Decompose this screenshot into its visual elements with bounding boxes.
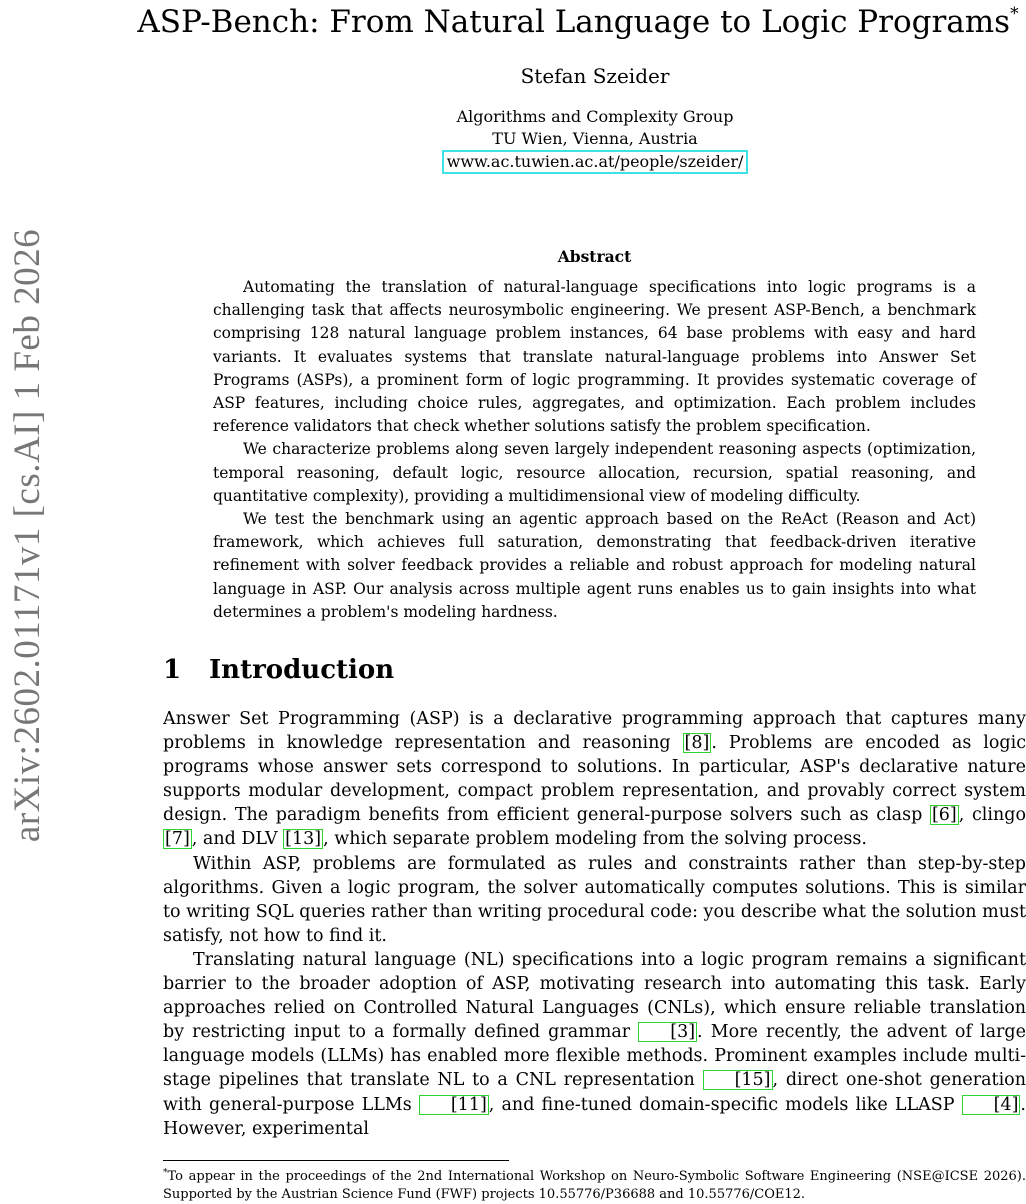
abstract-paragraph: Automating the translation of natural-language specifications into logic programs is a challenging task that affects neurosymbolic engineering. We present ASP-Bench, a benchmark comprising 128 natural language problem instances, 64 base problems with easy and hard variants. It evaluates systems that translate natural-language problems into Answer Set Programs (ASPs), a prominent form of logic programming. It provides systematic coverage of ASP features, including choice rules, aggregates, and optimization. Each problem includes reference validators that check whether solutions satisfy the problem specification. bbox=[213, 278, 976, 436]
intro-text: . However, experimental bbox=[163, 1094, 1026, 1139]
citation-link[interactable]: [3] bbox=[638, 1022, 697, 1042]
affiliation-institution: TU Wien, Vienna, Austria bbox=[492, 129, 698, 148]
abstract-heading: Abstract bbox=[557, 247, 632, 266]
affiliation-group: Algorithms and Complexity Group bbox=[456, 107, 734, 126]
intro-text: . More recently, the advent of large language models (LLMs) has enabled more flexible methods. Prominent examples include multi-stage pipelines that translate NL to a CNL representation bbox=[163, 1022, 1026, 1091]
intro-paragraph: Within ASP, problems are formulated as rules and constraints rather than step-by-step algorithms. Given a logic program, the solver automatically computes solutions. This is similar to writing SQL queries rather than writing procedural code: you describe what the solution must satisfy, not how to find it. bbox=[163, 853, 1026, 946]
intro-text: Translating natural language (NL) specifications into a logic program remains a significant barrier to the broader adoption of ASP, motivating research into automating this task. Early approaches relied on Controlled Natural Languages (CNLs), which ensure reliable translation by restricting input to a formally defined grammar bbox=[163, 949, 1026, 1043]
introduction-body bbox=[163, 707, 1026, 1141]
intro-paragraph bbox=[163, 707, 1026, 852]
intro-paragraph bbox=[163, 948, 1026, 1141]
citation-link[interactable]: [15] bbox=[703, 1070, 773, 1090]
section-title: Introduction bbox=[209, 655, 395, 685]
affiliation-block bbox=[400, 106, 790, 174]
citation-link[interactable]: [13] bbox=[285, 829, 322, 850]
abstract-body bbox=[213, 276, 976, 624]
intro-text: , direct one-shot generation with general-purpose LLMs bbox=[163, 1070, 1026, 1115]
citation-link[interactable]: [6] bbox=[931, 805, 957, 826]
footnote bbox=[163, 1164, 1026, 1204]
intro-text: . Problems are encoded as logic programs whose answer sets correspond to solutions. In particular, ASP's declarative nature supports modular development, compact problem representation, and provably correct system design. The paradigm benefits from efficient general-purpose solvers such as clasp bbox=[163, 733, 1026, 826]
author-homepage-link[interactable]: www.ac.tuwien.ac.at/people/szeider/ bbox=[442, 150, 749, 174]
title-footnote-mark[interactable]: * bbox=[1010, 4, 1019, 24]
author-name: Stefan Szeider bbox=[520, 64, 670, 88]
footnote-mark: * bbox=[163, 1168, 168, 1178]
paper-title-text: ASP-Bench: From Natural Language to Logic Programs bbox=[137, 4, 1011, 40]
paper-title bbox=[130, 0, 1026, 42]
citation-link[interactable]: [11] bbox=[419, 1095, 489, 1115]
intro-text: , and DLV bbox=[191, 829, 284, 850]
section-number: 1 bbox=[163, 655, 182, 685]
intro-text: Answer Set Programming (ASP) is a declarative programming approach that captures many problems in knowledge representation and reasoning bbox=[163, 709, 1026, 754]
intro-text: , which separate problem modeling from the solving process. bbox=[323, 829, 867, 850]
footnote-text: To appear in the proceedings of the 2nd International Workshop on Neuro-Symbolic Software Engineering (NSE@ICSE 2026). Supported by the Austrian Science Fund (FWF) projects 10.55776/P36688 and 10.55776/COE12. bbox=[163, 1169, 1026, 1202]
footnote-divider bbox=[163, 1160, 509, 1161]
arxiv-identifier-margin bbox=[0, 228, 56, 842]
intro-text: , and fine-tuned domain-specific models like LLASP bbox=[488, 1094, 962, 1115]
section-heading bbox=[163, 653, 394, 687]
intro-text: , clingo bbox=[958, 805, 1026, 826]
citation-link[interactable]: [8] bbox=[684, 733, 710, 754]
arxiv-identifier: arXiv:2602.01171v1 [cs.AI] 1 Feb 2026 bbox=[7, 228, 49, 842]
citation-link[interactable]: [4] bbox=[962, 1095, 1021, 1115]
abstract-paragraph: We test the benchmark using an agentic approach based on the ReAct (Reason and Act) framework, which achieves full saturation, demonstrating that feedback-driven iterative refinement with solver feedback provides a reliable and robust approach for modeling natural language in ASP. Our analysis across multiple agent runs enables us to gain insights into what determines a problem's modeling hardness. bbox=[213, 510, 976, 621]
abstract-paragraph: We characterize problems along seven largely independent reasoning aspects (optimization, temporal reasoning, default logic, resource allocation, recursion, spatial reasoning, and quantitative complexity), providing a multidimensional view of modeling difficulty. bbox=[213, 440, 976, 505]
citation-link[interactable]: [7] bbox=[165, 829, 190, 850]
